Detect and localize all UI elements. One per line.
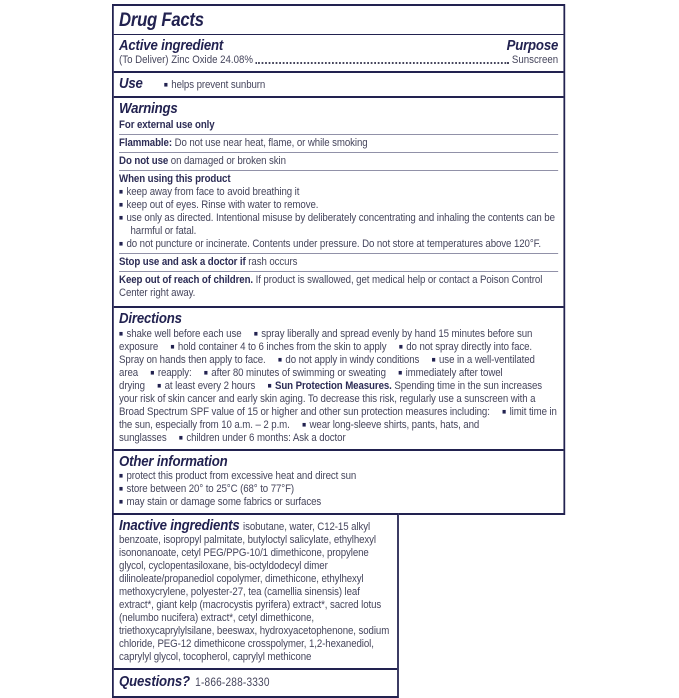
flammable-row: Flammable: Do not use near heat, flame, or while smoking — [119, 134, 558, 152]
directions-heading: Directions — [119, 310, 182, 327]
other-info-item: ■ may stain or damage some fabrics or surfaces — [119, 496, 322, 508]
questions-heading: Questions? — [119, 673, 190, 690]
active-ingredient-name: (To Deliver) Zinc Oxide 24.08% — [119, 54, 254, 66]
square-bullet-icon: ■ — [398, 368, 403, 377]
use-item: ■ helps prevent sunburn — [163, 79, 266, 91]
dotted-leader — [256, 62, 510, 64]
direction-item: ■ at least every 2 hours — [157, 380, 256, 392]
direction-item: ■ shake well before each use — [119, 328, 242, 340]
active-ingredient-heading: Active ingredient — [119, 37, 224, 54]
square-bullet-icon: ■ — [277, 355, 282, 364]
warning-bullet-item: ■ keep away from face to avoid breathing it — [119, 186, 300, 198]
square-bullet-icon: ■ — [119, 213, 123, 222]
purpose-heading: Purpose — [506, 37, 559, 54]
direction-item: ■ use in a well-ventilated area — [119, 354, 535, 379]
square-bullet-icon: ■ — [431, 355, 436, 364]
square-bullet-icon: ■ — [178, 433, 183, 442]
square-bullet-icon: ■ — [302, 420, 306, 429]
direction-item: ■ immediately after towel drying — [119, 367, 503, 392]
use-heading: Use — [119, 75, 143, 92]
square-bullet-icon: ■ — [119, 239, 123, 248]
active-ingredient-row — [119, 54, 558, 67]
drug-facts-title: Drug Facts — [119, 10, 204, 31]
other-info-item: ■ store between 20° to 25°C (68° to 77°F) — [119, 483, 295, 495]
stop-use-label: Stop use and ask a doctor if — [119, 256, 246, 268]
inactive-ingredients-heading: Inactive ingredients — [119, 517, 240, 534]
drug-facts-main-box — [112, 4, 565, 515]
when-using-block — [119, 170, 558, 253]
other-information-section — [114, 449, 564, 513]
flammable-label: Flammable: — [119, 137, 172, 149]
square-bullet-icon: ■ — [119, 497, 123, 506]
other-information-heading: Other information — [119, 453, 228, 470]
warning-bullet-item: ■ keep out of eyes. Rinse with water to remove. — [119, 199, 319, 211]
direction-item: ■ after 80 minutes of swimming or sweating — [203, 367, 386, 379]
square-bullet-icon: ■ — [267, 381, 272, 390]
direction-item: ■ hold container 4 to 6 inches from the skin to apply — [170, 341, 387, 353]
square-bullet-icon: ■ — [157, 381, 162, 390]
warning-bullet-item: ■ do not puncture or incinerate. Contents under pressure. Do not store at temperatures above 120°F. — [119, 238, 541, 250]
inactive-ingredients-text-block — [119, 517, 392, 664]
warnings-section — [114, 96, 564, 306]
inactive-ingredients-section — [114, 515, 397, 668]
direction-item: ■ limit time in the sun, especially from 10 a.m. – 2 p.m. — [119, 406, 557, 431]
when-using-heading: When using this product — [119, 173, 231, 185]
drug-facts-label — [112, 4, 565, 698]
purpose-value: Sunscreen — [511, 54, 559, 66]
square-bullet-icon: ■ — [119, 187, 123, 196]
square-bullet-icon: ■ — [119, 200, 123, 209]
inactive-ingredients-text: isobutane, water, C12-15 alkyl benzoate, isopropyl palmitate, butyloctyl salicylate, ethylhexyl isononanoate, cetyl PEG/PPG-10/1 dimethicone, propylene glycol, cyclopentasiloxane, bis-octyldodecyl dimer dilinoleate/propanediol copolymer, dimethicone, ethylhexyl methoxycrylene, polyester-27, tea (camellia sinensis) leaf extract*, giant kelp (macrocystis pyrifera) extract*, sacred lotus (nelumbo nucifera) extract*, cetyl dimethicone, triethoxycaprylylsilane, beeswax, hydroxyacetophenone, sodium chloride, PEG-12 dimethicone crosspolymer, 1,2-hexanediol, caprylyl glycol, tocopherol, caprylyl methicone — [119, 521, 390, 663]
square-bullet-icon: ■ — [119, 329, 123, 338]
warnings-heading: Warnings — [119, 100, 178, 117]
directions-section — [114, 306, 564, 449]
stop-use-row: Stop use and ask a doctor if rash occurs — [119, 253, 558, 271]
square-bullet-icon: ■ — [203, 368, 208, 377]
square-bullet-icon: ■ — [150, 368, 155, 377]
square-bullet-icon: ■ — [163, 80, 168, 89]
questions-section — [114, 668, 397, 696]
direction-item: ■ wear long-sleeve shirts, pants, hats, and sunglasses — [119, 419, 480, 444]
direction-item: ■ spray liberally and spread evenly by hand 15 minutes before sun exposure — [119, 328, 533, 353]
use-section — [114, 71, 564, 96]
direction-item: ■ children under 6 months: Ask a doctor — [178, 432, 346, 444]
active-ingredient-section — [114, 34, 564, 71]
square-bullet-icon: ■ — [119, 471, 123, 480]
keep-out-row: Keep out of reach of children. If product is swallowed, get medical help or contact a Poison Control Center right away. — [119, 271, 558, 302]
questions-phone: 1-866-288-3330 — [195, 677, 270, 689]
keep-out-label: Keep out of reach of children. — [119, 274, 254, 286]
external-use-note: For external use only — [119, 119, 215, 131]
do-not-use-label: Do not use — [119, 155, 169, 167]
square-bullet-icon: ■ — [119, 484, 123, 493]
square-bullet-icon: ■ — [170, 342, 175, 351]
warning-bullet-item: ■ use only as directed. Intentional misuse by deliberately concentrating and inhaling the contents can be harmful or fatal. — [119, 212, 555, 237]
directions-paragraph — [119, 328, 558, 445]
other-info-item: ■ protect this product from excessive heat and direct sun — [119, 470, 357, 482]
direction-item-sun-protection: ■ Sun Protection Measures. Spending time in the sun increases your risk of skin cancer and early skin aging. To decrease this risk, regularly use a sunscreen with a Broad Spectrum SPF value of 15 or higher and other sun protection measures including: — [119, 380, 543, 418]
direction-item: ■ reapply: — [150, 367, 192, 379]
direction-item: ■ do not apply in windy conditions — [277, 354, 420, 366]
title-section — [114, 6, 564, 34]
square-bullet-icon: ■ — [398, 342, 403, 351]
square-bullet-icon: ■ — [253, 329, 258, 338]
inactive-ingredients-box — [112, 513, 399, 698]
direction-item: ■ do not spray directly into face. Spray on hands then apply to face. — [119, 341, 533, 366]
square-bullet-icon: ■ — [502, 407, 507, 416]
do-not-use-row: Do not use on damaged or broken skin — [119, 152, 558, 170]
